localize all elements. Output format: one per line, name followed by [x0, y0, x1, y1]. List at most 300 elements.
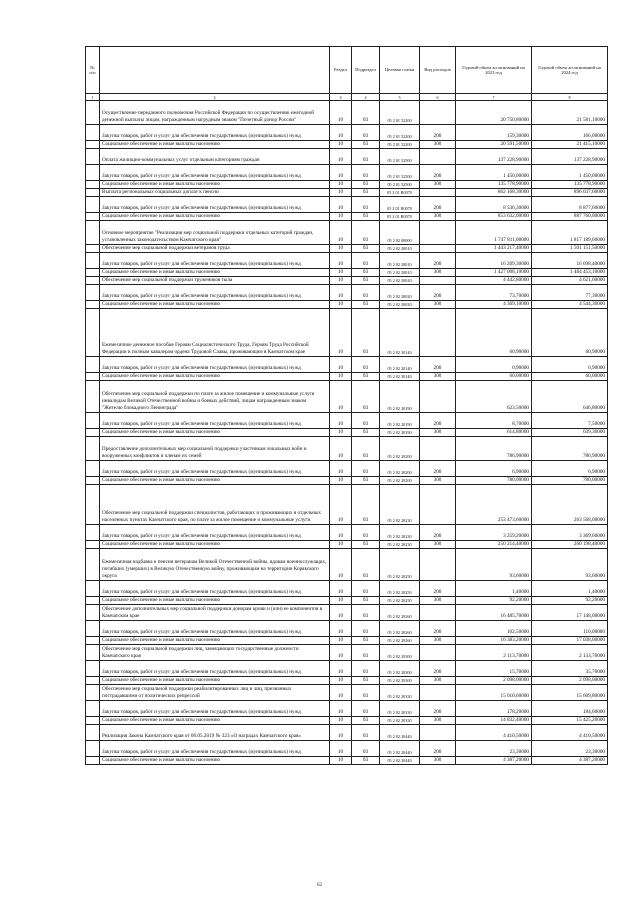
column-number: 2 — [100, 94, 330, 101]
row-name-cell: Закупка товаров, работ и услуг для обеспечения государственных (муниципальных) нужд — [100, 581, 330, 597]
budget-table — [85, 46, 608, 765]
row-section-cell: 10 — [330, 621, 352, 637]
row-target-article-cell: 05 2 02 20300 — [380, 661, 420, 677]
row-target-article-cell: 05 2 02 20440 — [380, 741, 420, 757]
page-number: 62 — [317, 883, 322, 888]
row-amount-2023-cell: 60,00000 — [456, 373, 532, 381]
row-section-cell: 10 — [330, 461, 352, 477]
row-amount-2023-cell: 93,60000 — [456, 549, 532, 581]
header-section: Раздел — [330, 47, 352, 94]
row-amount-2024-cell: 135 778,90000 — [532, 181, 608, 189]
row-amount-2024-cell: 184,60000 — [532, 701, 608, 717]
row-section-cell: 10 — [330, 717, 352, 725]
row-target-article-cell: 05 2 02 20250 — [380, 597, 420, 605]
row-subsection-cell: 03 — [352, 381, 380, 413]
row-number-cell — [86, 253, 100, 269]
row-target-article-cell: 05 2 02 20140 — [380, 357, 420, 373]
row-number-cell — [86, 477, 100, 485]
table-row — [86, 373, 608, 381]
row-number-cell — [86, 413, 100, 429]
table-row — [86, 253, 608, 269]
row-subsection-cell: 03 — [352, 301, 380, 309]
row-section-cell: 10 — [330, 357, 352, 373]
row-name-cell: Обеспечение мер социальной поддержки тружеников тыла — [100, 277, 330, 285]
row-subsection-cell: 03 — [352, 637, 380, 645]
row-section-cell: 10 — [330, 741, 352, 757]
column-number: 1 — [86, 94, 100, 101]
row-target-article-cell: 05 2 02 20250 — [380, 581, 420, 597]
row-subsection-cell: 03 — [352, 717, 380, 725]
row-target-article-cell: 05 2 02 00000 — [380, 221, 420, 245]
row-expense-type-cell — [420, 549, 456, 581]
row-amount-2023-cell: 20 750,80000 — [456, 101, 532, 125]
row-section-cell: 10 — [330, 149, 352, 165]
row-expense-type-cell: 200 — [420, 357, 456, 373]
table-row — [86, 701, 608, 717]
row-amount-2024-cell: 4 410,50000 — [532, 725, 608, 741]
row-section-cell: 10 — [330, 277, 352, 285]
row-number-cell — [86, 285, 100, 301]
row-subsection-cell: 03 — [352, 677, 380, 685]
row-section-cell: 10 — [330, 757, 352, 765]
table-row — [86, 141, 608, 149]
row-number-cell — [86, 645, 100, 661]
row-subsection-cell: 03 — [352, 429, 380, 437]
row-amount-2024-cell: 887 760,00000 — [532, 213, 608, 221]
row-number-cell — [86, 101, 100, 125]
row-amount-2024-cell: 60,90000 — [532, 309, 608, 357]
column-number: 3 — [330, 94, 352, 101]
row-amount-2023-cell: 4 442,80000 — [456, 277, 532, 285]
row-amount-2023-cell: 102,50000 — [456, 621, 532, 637]
row-amount-2024-cell: 23,30000 — [532, 741, 608, 757]
row-section-cell: 10 — [330, 245, 352, 253]
row-expense-type-cell — [420, 101, 456, 125]
table-row — [86, 213, 608, 221]
row-amount-2024-cell: 15 609,80000 — [532, 685, 608, 701]
header-name — [100, 47, 330, 94]
row-target-article-cell: 05 2 01 R0070 — [380, 189, 420, 197]
table-row — [86, 413, 608, 429]
table-row — [86, 605, 608, 621]
row-target-article-cell: 05 2 02 20010 — [380, 269, 420, 277]
header-subsection: Подраздел — [352, 47, 380, 94]
row-number-cell — [86, 245, 100, 253]
row-section-cell: 10 — [330, 429, 352, 437]
table-row — [86, 677, 608, 685]
row-section-cell: 10 — [330, 197, 352, 213]
row-name-cell: Основное мероприятие "Реализация мер социальной поддержки отдельных категорий граждан, установленных законодательством Камчатского края" — [100, 221, 330, 245]
row-number-cell — [86, 677, 100, 685]
row-section-cell: 10 — [330, 301, 352, 309]
row-amount-2023-cell: 4 387,20000 — [456, 757, 532, 765]
table-row — [86, 357, 608, 373]
row-subsection-cell: 03 — [352, 253, 380, 269]
row-expense-type-cell: 200 — [420, 285, 456, 301]
row-name-cell: Социальное обеспечение и иные выплаты населению — [100, 757, 330, 765]
row-amount-2023-cell: 614,80000 — [456, 429, 532, 437]
row-section-cell: 10 — [330, 413, 352, 429]
table-row — [86, 429, 608, 437]
row-expense-type-cell: 300 — [420, 477, 456, 485]
table-row — [86, 197, 608, 213]
row-number-cell — [86, 125, 100, 141]
header-amount-2024: Годовой объем ассигнований на 2024 год — [532, 47, 608, 94]
row-section-cell: 10 — [330, 541, 352, 549]
row-name-cell: Выплата региональных социальных доплат к пенсии — [100, 189, 330, 197]
row-target-article-cell: 05 2 02 20020 — [380, 277, 420, 285]
row-subsection-cell: 03 — [352, 701, 380, 717]
table-row — [86, 541, 608, 549]
row-name-cell: Ежемесячная надбавка к пенсии ветеранам Великой Отечественной войны, вдовам военнослужащих, погибших (умерших) в Великую Отечественную войну, проживающим на территории Корякского округа — [100, 549, 330, 581]
table-row — [86, 581, 608, 597]
row-amount-2023-cell: 786,90000 — [456, 437, 532, 461]
row-name-cell: Социальное обеспечение и иные выплаты населению — [100, 597, 330, 605]
row-expense-type-cell — [420, 189, 456, 197]
row-subsection-cell: 03 — [352, 189, 380, 197]
row-amount-2023-cell: 92,20000 — [456, 597, 532, 605]
row-amount-2023-cell: 8,70000 — [456, 413, 532, 429]
row-section-cell: 10 — [330, 581, 352, 597]
column-numbers-row — [86, 94, 608, 101]
row-subsection-cell: 03 — [352, 605, 380, 621]
row-section-cell: 10 — [330, 477, 352, 485]
row-amount-2024-cell: 21 415,10000 — [532, 141, 608, 149]
row-expense-type-cell: 200 — [420, 621, 456, 637]
row-expense-type-cell — [420, 245, 456, 253]
row-expense-type-cell: 300 — [420, 757, 456, 765]
row-name-cell: Закупка товаров, работ и услуг для обеспечения государственных (муниципальных) нужд — [100, 525, 330, 541]
row-expense-type-cell — [420, 685, 456, 701]
row-target-article-cell: 05 2 02 20330 — [380, 701, 420, 717]
row-number-cell — [86, 581, 100, 597]
row-name-cell: Реализация Закона Камчатского края от 06.05.2019 № 323 «О наградах Камчатского края» — [100, 725, 330, 741]
table-row — [86, 381, 608, 413]
row-subsection-cell: 03 — [352, 757, 380, 765]
row-number-cell — [86, 685, 100, 701]
row-name-cell: Обеспечение мер социальной поддержки лиц, замещающих государственные должности Камчатского края — [100, 645, 330, 661]
row-expense-type-cell — [420, 725, 456, 741]
row-amount-2024-cell: 4 387,20000 — [532, 757, 608, 765]
row-amount-2024-cell: 17 148,00000 — [532, 605, 608, 621]
row-section-cell: 10 — [330, 141, 352, 149]
row-name-cell: Оплата жилищно-коммунальных услуг отдельным категориям граждан — [100, 149, 330, 165]
row-name-cell: Социальное обеспечение и иные выплаты населению — [100, 541, 330, 549]
row-name-cell: Социальное обеспечение и иные выплаты населению — [100, 717, 330, 725]
row-number-cell — [86, 149, 100, 165]
column-number: 7 — [456, 94, 532, 101]
row-subsection-cell: 03 — [352, 197, 380, 213]
table-row — [86, 189, 608, 197]
row-section-cell: 10 — [330, 189, 352, 197]
row-amount-2024-cell: 21 581,10000 — [532, 101, 608, 125]
row-amount-2024-cell: 93,60000 — [532, 549, 608, 581]
row-subsection-cell: 03 — [352, 221, 380, 245]
row-expense-type-cell — [420, 381, 456, 413]
row-amount-2024-cell: 77,30000 — [532, 285, 608, 301]
row-subsection-cell: 03 — [352, 437, 380, 461]
row-subsection-cell: 03 — [352, 165, 380, 181]
row-expense-type-cell: 300 — [420, 541, 456, 549]
header-expense-type: Вид расходов — [420, 47, 456, 94]
row-amount-2024-cell: 639,30000 — [532, 429, 608, 437]
row-target-article-cell: 05 2 01 52500 — [380, 181, 420, 189]
row-amount-2023-cell: 178,20000 — [456, 701, 532, 717]
row-amount-2023-cell: 862 168,30000 — [456, 189, 532, 197]
row-amount-2023-cell: 73,70000 — [456, 285, 532, 301]
table-row — [86, 285, 608, 301]
row-target-article-cell: 05 2 01 52500 — [380, 149, 420, 165]
table-row — [86, 165, 608, 181]
row-name-cell: Социальное обеспечение и иные выплаты населению — [100, 637, 330, 645]
table-row — [86, 221, 608, 245]
row-number-cell — [86, 757, 100, 765]
row-name-cell: Обеспечение мер социальной поддержки по плате за жилое помещение и коммунальные услуги инвалидам Великой Отечественной войны и боевых действий, лицам награжденным знаком "Жителю блокадного Ленинграда" — [100, 381, 330, 413]
row-subsection-cell: 03 — [352, 149, 380, 165]
row-section-cell: 10 — [330, 221, 352, 245]
row-expense-type-cell — [420, 221, 456, 245]
row-amount-2023-cell: 1 427 008,10000 — [456, 269, 532, 277]
row-section-cell: 10 — [330, 381, 352, 413]
row-name-cell: Закупка товаров, работ и услуг для обеспечения государственных (муниципальных) нужд — [100, 253, 330, 269]
column-number: 6 — [420, 94, 456, 101]
row-section-cell: 10 — [330, 677, 352, 685]
row-subsection-cell: 03 — [352, 461, 380, 477]
row-amount-2024-cell: 1 450,00000 — [532, 165, 608, 181]
row-target-article-cell: 05 2 02 20330 — [380, 717, 420, 725]
row-expense-type-cell: 200 — [420, 253, 456, 269]
row-amount-2023-cell: 60,90000 — [456, 309, 532, 357]
row-name-cell: Закупка товаров, работ и услуг для обеспечения государственных (муниципальных) нужд — [100, 197, 330, 213]
row-target-article-cell: 05 2 02 20020 — [380, 301, 420, 309]
row-section-cell: 10 — [330, 213, 352, 221]
row-amount-2023-cell: 15,70000 — [456, 661, 532, 677]
row-number-cell — [86, 197, 100, 213]
table-row — [86, 685, 608, 701]
row-target-article-cell: 05 2 01 52500 — [380, 165, 420, 181]
row-name-cell: Социальное обеспечение и иные выплаты населению — [100, 141, 330, 149]
row-number-cell — [86, 189, 100, 197]
row-amount-2023-cell: 23,30000 — [456, 741, 532, 757]
row-amount-2024-cell: 16 698,40000 — [532, 253, 608, 269]
row-subsection-cell: 03 — [352, 277, 380, 285]
table-row — [86, 181, 608, 189]
row-name-cell: Закупка товаров, работ и услуг для обеспечения государственных (муниципальных) нужд — [100, 357, 330, 373]
row-amount-2023-cell: 20 591,50000 — [456, 141, 532, 149]
table-row — [86, 525, 608, 541]
row-amount-2023-cell: 16 485,70000 — [456, 605, 532, 621]
table-body — [86, 101, 608, 765]
row-section-cell: 10 — [330, 597, 352, 605]
row-number-cell — [86, 357, 100, 373]
row-target-article-cell: 05 2 02 20260 — [380, 637, 420, 645]
row-target-article-cell: 05 2 02 20230 — [380, 541, 420, 549]
row-expense-type-cell — [420, 149, 456, 165]
row-amount-2023-cell: 1,40000 — [456, 581, 532, 597]
row-section-cell: 10 — [330, 725, 352, 741]
row-number-cell — [86, 381, 100, 413]
row-subsection-cell: 03 — [352, 525, 380, 541]
row-amount-2023-cell: 1 450,00000 — [456, 165, 532, 181]
row-name-cell: Обеспечение мер социальной поддержки реабилитированных лиц и лиц, признанных пострадавшими от политических репрессий — [100, 685, 330, 701]
row-target-article-cell: 05 2 02 20140 — [380, 309, 420, 357]
row-name-cell: Закупка товаров, работ и услуг для обеспечения государственных (муниципальных) нужд — [100, 165, 330, 181]
table-row — [86, 149, 608, 165]
row-subsection-cell: 03 — [352, 541, 380, 549]
row-expense-type-cell: 200 — [420, 741, 456, 757]
row-target-article-cell: 05 2 01 52200 — [380, 125, 420, 141]
row-target-article-cell: 05 2 02 20010 — [380, 253, 420, 269]
row-expense-type-cell — [420, 485, 456, 525]
row-subsection-cell: 03 — [352, 125, 380, 141]
row-section-cell: 10 — [330, 485, 352, 525]
table-row — [86, 125, 608, 141]
row-number-cell — [86, 549, 100, 581]
row-amount-2023-cell: 250 214,40000 — [456, 541, 532, 549]
row-expense-type-cell: 300 — [420, 181, 456, 189]
row-subsection-cell: 03 — [352, 181, 380, 189]
row-number-cell — [86, 277, 100, 285]
row-number-cell — [86, 429, 100, 437]
row-name-cell: Социальное обеспечение и иные выплаты населению — [100, 181, 330, 189]
row-subsection-cell: 03 — [352, 245, 380, 253]
row-amount-2024-cell: 166,00000 — [532, 125, 608, 141]
column-number: 4 — [352, 94, 380, 101]
row-number-cell — [86, 165, 100, 181]
row-name-cell: Закупка товаров, работ и услуг для обеспечения государственных (муниципальных) нужд — [100, 701, 330, 717]
row-subsection-cell: 03 — [352, 725, 380, 741]
row-number-cell — [86, 269, 100, 277]
row-name-cell: Осуществление переданного полномочия Российской Федерации по осуществлению ежегодной денежной выплаты лицам, награжденным нагрудным знаком "Почетный донор России" — [100, 101, 330, 125]
row-subsection-cell: 03 — [352, 581, 380, 597]
row-amount-2023-cell: 159,30000 — [456, 125, 532, 141]
table-header — [86, 47, 608, 101]
row-number-cell — [86, 181, 100, 189]
row-target-article-cell: 05 2 02 20200 — [380, 461, 420, 477]
row-number-cell — [86, 461, 100, 477]
table-row — [86, 477, 608, 485]
row-amount-2023-cell: 2 098,00000 — [456, 677, 532, 685]
row-expense-type-cell: 200 — [420, 413, 456, 429]
row-expense-type-cell: 300 — [420, 597, 456, 605]
row-name-cell: Ежемесячное денежное пособие Героям Социалистического Труда, Героям Труда Российской Федерации и полным кавалерам ордена Трудовой Славы, проживающим в Камчатском крае — [100, 309, 330, 357]
row-name-cell: Социальное обеспечение и иные выплаты населению — [100, 373, 330, 381]
row-amount-2024-cell: 786,90000 — [532, 437, 608, 461]
row-subsection-cell: 03 — [352, 373, 380, 381]
row-name-cell: Социальное обеспечение и иные выплаты населению — [100, 269, 330, 277]
row-amount-2024-cell: 35,70000 — [532, 661, 608, 677]
row-amount-2023-cell: 1 747 811,00000 — [456, 221, 532, 245]
row-number-cell — [86, 541, 100, 549]
row-subsection-cell: 03 — [352, 141, 380, 149]
row-subsection-cell: 03 — [352, 477, 380, 485]
row-target-article-cell: 05 2 02 20250 — [380, 549, 420, 581]
row-amount-2023-cell: 253 473,60000 — [456, 485, 532, 525]
row-amount-2024-cell: 4 621,60000 — [532, 277, 608, 285]
table-row — [86, 461, 608, 477]
row-amount-2024-cell: 4 544,30000 — [532, 301, 608, 309]
table-row — [86, 597, 608, 605]
row-expense-type-cell — [420, 277, 456, 285]
row-amount-2024-cell: 2 133,70000 — [532, 645, 608, 661]
row-expense-type-cell: 300 — [420, 637, 456, 645]
row-amount-2023-cell: 8 536,30000 — [456, 197, 532, 213]
row-name-cell: Закупка товаров, работ и услуг для обеспечения государственных (муниципальных) нужд — [100, 661, 330, 677]
row-subsection-cell: 03 — [352, 413, 380, 429]
row-target-article-cell: 05 2 02 20190 — [380, 429, 420, 437]
row-amount-2023-cell: 15 010,60000 — [456, 685, 532, 701]
header-amount-2023: Годовой объем ассигнований на 2023 год — [456, 47, 532, 94]
row-amount-2024-cell: 0,90000 — [532, 357, 608, 373]
row-amount-2024-cell: 8 877,60000 — [532, 197, 608, 213]
row-amount-2024-cell: 60,00000 — [532, 373, 608, 381]
row-number-cell — [86, 373, 100, 381]
row-amount-2024-cell: 896 637,60000 — [532, 189, 608, 197]
table-row — [86, 645, 608, 661]
table-row — [86, 637, 608, 645]
row-amount-2024-cell: 260 198,40000 — [532, 541, 608, 549]
row-section-cell: 10 — [330, 637, 352, 645]
row-section-cell: 10 — [330, 269, 352, 277]
row-subsection-cell: 03 — [352, 285, 380, 301]
row-number-cell — [86, 621, 100, 637]
row-target-article-cell: 05 2 02 20020 — [380, 285, 420, 301]
row-expense-type-cell: 300 — [420, 677, 456, 685]
row-name-cell: Закупка товаров, работ и услуг для обеспечения государственных (муниципальных) нужд — [100, 741, 330, 757]
row-expense-type-cell: 300 — [420, 373, 456, 381]
row-amount-2024-cell: 1 501 151,50000 — [532, 245, 608, 253]
row-subsection-cell: 03 — [352, 645, 380, 661]
row-section-cell: 10 — [330, 525, 352, 541]
row-target-article-cell: 05 2 02 20440 — [380, 725, 420, 741]
row-amount-2023-cell: 6,90000 — [456, 461, 532, 477]
row-target-article-cell: 05 2 02 20010 — [380, 245, 420, 253]
row-target-article-cell: 05 2 01 52200 — [380, 141, 420, 149]
row-section-cell: 10 — [330, 645, 352, 661]
table-row — [86, 277, 608, 285]
row-expense-type-cell — [420, 437, 456, 461]
row-expense-type-cell: 200 — [420, 525, 456, 541]
row-expense-type-cell: 300 — [420, 717, 456, 725]
row-number-cell — [86, 221, 100, 245]
row-target-article-cell: 05 2 01 R0070 — [380, 213, 420, 221]
row-subsection-cell: 03 — [352, 661, 380, 677]
row-section-cell: 10 — [330, 661, 352, 677]
row-number-cell — [86, 717, 100, 725]
table-row — [86, 301, 608, 309]
row-subsection-cell: 03 — [352, 685, 380, 701]
row-amount-2023-cell: 1 443 217,40000 — [456, 245, 532, 253]
row-section-cell: 10 — [330, 605, 352, 621]
row-amount-2023-cell: 853 632,00000 — [456, 213, 532, 221]
table-row — [86, 621, 608, 637]
row-target-article-cell: 05 2 02 20230 — [380, 485, 420, 525]
row-subsection-cell: 03 — [352, 357, 380, 373]
row-amount-2023-cell: 16 383,20000 — [456, 637, 532, 645]
row-section-cell: 10 — [330, 125, 352, 141]
row-section-cell: 10 — [330, 101, 352, 125]
row-amount-2024-cell: 2 098,00000 — [532, 677, 608, 685]
table-row — [86, 485, 608, 525]
row-amount-2023-cell: 14 832,40000 — [456, 717, 532, 725]
row-amount-2024-cell: 646,80000 — [532, 381, 608, 413]
row-target-article-cell: 05 2 02 20260 — [380, 605, 420, 621]
row-amount-2023-cell: 3 259,20000 — [456, 525, 532, 541]
row-number-cell — [86, 301, 100, 309]
column-number: 5 — [380, 94, 420, 101]
row-amount-2023-cell: 16 209,30000 — [456, 253, 532, 269]
table-row — [86, 437, 608, 461]
